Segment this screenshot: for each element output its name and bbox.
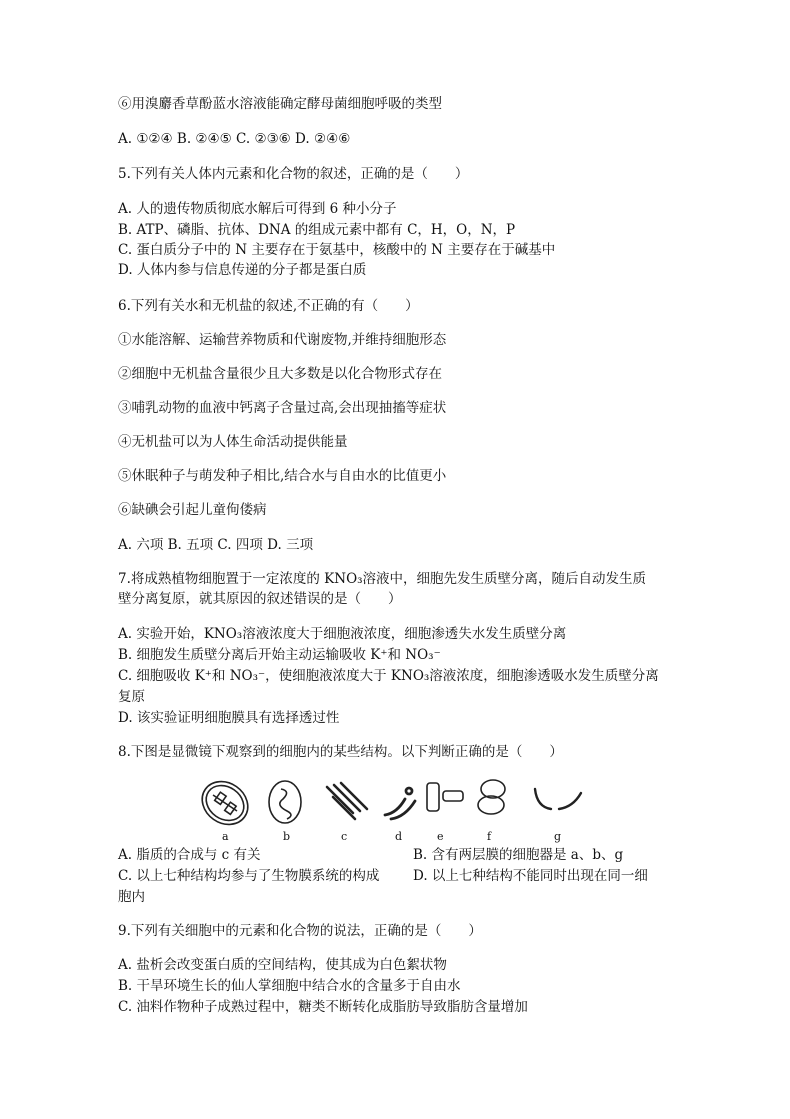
q8-option-d-line-2: 胞内 xyxy=(118,889,145,905)
q7-stem-line-1: 7.将成熟植物细胞置于一定浓度的 KNO₃溶液中，细胞先发生质壁分离，随后自动发生质 xyxy=(118,571,647,587)
q7-option-c-line-1: C. 细胞吸收 K⁺和 NO₃⁻，使细胞液浓度大于 KNO₃溶液浓度，细胞渗透吸水发生质壁分离 xyxy=(118,668,659,684)
q8-option-a: A. 脂质的合成与 c 有关 xyxy=(118,847,261,863)
q4-options: A. ①②④ B. ②④⑤ C. ②③⑥ D. ②④⑥ xyxy=(118,131,351,147)
q8-option-c: C. 以上七种结构均参与了生物膜系统的构成 xyxy=(118,868,380,884)
q4-statement-6: ⑥用溴麝香草酚蓝水溶液能确定酵母菌细胞呼吸的类型 xyxy=(118,96,442,112)
q7-option-d: D. 该实验证明细胞膜具有选择透过性 xyxy=(118,710,340,726)
structure-a-chloroplast xyxy=(195,775,256,833)
q5-option-c: C. 蛋白质分子中的 N 主要存在于氨基中，核酸中的 N 主要存在于碱基中 xyxy=(118,242,556,258)
q7-option-c-line-2: 复原 xyxy=(118,689,145,705)
structure-b-mitochondrion xyxy=(269,781,301,823)
q9-option-c: C. 油料作物种子成熟过程中，糖类不断转化成脂肪导致脂肪含量增加 xyxy=(118,999,528,1015)
q6-stem: 6.下列有关水和无机盐的叙述,不正确的有（ ） xyxy=(118,298,419,314)
q6-options: A. 六项 B. 五项 C. 四项 D. 三项 xyxy=(118,537,314,553)
q5-option-a: A. 人的遗传物质彻底水解后可得到 6 种小分子 xyxy=(118,201,397,217)
q5-option-d: D. 人体内参与信息传递的分子都是蛋白质 xyxy=(118,262,367,278)
figure-label-g: g xyxy=(554,830,562,843)
q6-statement-5: ⑤休眠种子与萌发种子相比,结合水与自由水的比值更小 xyxy=(118,468,447,484)
q5-option-b: B. ATP、磷脂、抗体、DNA 的组成元素中都有 C，H，O，N，P xyxy=(118,222,516,238)
q6-statement-3: ③哺乳动物的血液中钙离子含量过高,会出现抽搐等症状 xyxy=(118,400,447,416)
structure-e-centriole xyxy=(427,783,463,811)
q6-statement-1: ①水能溶解、运输营养物质和代谢废物,并维持细胞形态 xyxy=(118,332,447,348)
q8-stem: 8.下图是显微镜下观察到的细胞内的某些结构。以下判断正确的是（ ） xyxy=(118,744,563,760)
q8-option-b: B. 含有两层膜的细胞器是 a、b、g xyxy=(413,847,624,863)
q9-option-a: A. 盐析会改变蛋白质的空间结构，使其成为白色絮状物 xyxy=(118,957,447,973)
q6-statement-2: ②细胞中无机盐含量很少且大多数是以化合物形式存在 xyxy=(118,366,442,382)
q9-stem: 9.下列有关细胞中的元素和化合物的说法，正确的是（ ） xyxy=(118,923,482,939)
figure-label-a: a xyxy=(222,830,229,843)
q5-stem: 5.下列有关人体内元素和化合物的叙述，正确的是（ ） xyxy=(118,166,469,182)
structure-c-endoplasmic-reticulum xyxy=(327,783,367,819)
q8-option-d-line-1: D. 以上七种结构不能同时出现在同一细 xyxy=(413,868,648,884)
q7-stem-line-2: 壁分离复原，就其原因的叙述错误的是（ ） xyxy=(118,591,402,607)
structure-g-lysosome xyxy=(535,789,581,809)
figure-label-b: b xyxy=(283,830,291,843)
q6-statement-6: ⑥缺碘会引起儿童佝偻病 xyxy=(118,502,267,518)
q6-statement-4: ④无机盐可以为人体生命活动提供能量 xyxy=(118,434,348,450)
q9-option-b: B. 干旱环境生长的仙人掌细胞中结合水的含量多于自由水 xyxy=(118,978,461,994)
q7-option-b: B. 细胞发生质壁分离后开始主动运输吸收 K⁺和 NO₃⁻ xyxy=(118,647,441,663)
figure-label-e: e xyxy=(437,830,444,843)
q7-option-a: A. 实验开始，KNO₃溶液浓度大于细胞液浓度，细胞渗透失水发生质壁分离 xyxy=(118,626,567,642)
structure-f-vacuole xyxy=(478,780,505,814)
figure-label-f: f xyxy=(487,830,492,843)
figure-label-d: d xyxy=(395,830,403,843)
figure-label-c: c xyxy=(341,830,348,843)
structure-d-golgi xyxy=(385,788,415,819)
